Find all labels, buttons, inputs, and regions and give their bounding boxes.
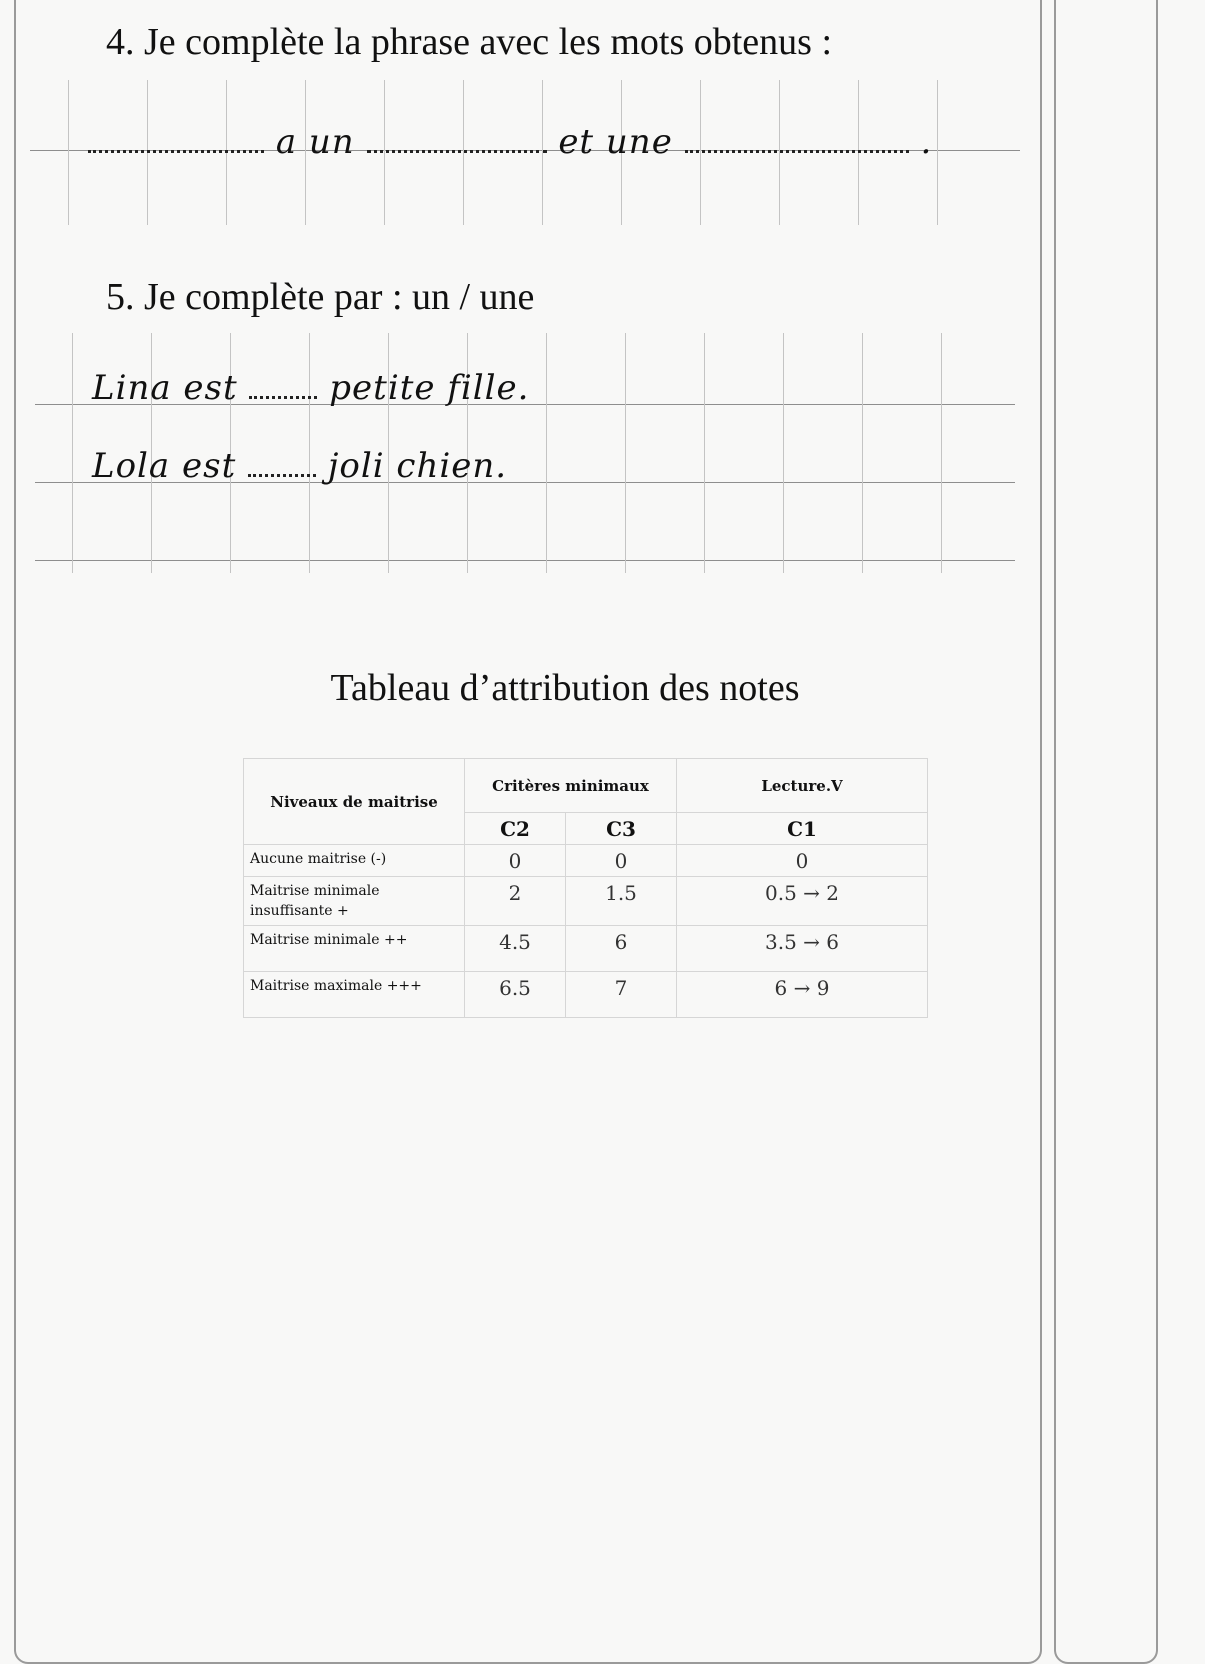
sentence-end: . bbox=[920, 122, 933, 162]
header-reading: Lecture.V bbox=[677, 759, 928, 813]
side-margin-frame bbox=[1054, 0, 1158, 1664]
table-row bbox=[244, 972, 928, 1018]
row-c3: 7 bbox=[566, 972, 677, 1018]
subheader-c3: C3 bbox=[566, 813, 677, 845]
row-level: Maitrise minimale insuffisante + bbox=[244, 877, 465, 926]
row-level: Maitrise minimale ++ bbox=[244, 926, 465, 972]
row-level: Maitrise maximale +++ bbox=[244, 972, 465, 1018]
sentence-part-2: et une bbox=[558, 122, 673, 162]
row-c2: 6.5 bbox=[465, 972, 566, 1018]
subheader-c2: C2 bbox=[465, 813, 566, 845]
exercise-4-title: 4. Je complète la phrase avec les mots obtenus : bbox=[106, 21, 833, 63]
row-c1: 0.5 → 2 bbox=[677, 877, 928, 926]
row-c1: 3.5 → 6 bbox=[677, 926, 928, 972]
exercise-5-title: 5. Je complète par : un / une bbox=[106, 276, 535, 318]
table-row bbox=[244, 926, 928, 972]
line-1-blank[interactable] bbox=[249, 392, 317, 399]
row-level: Aucune maitrise (-) bbox=[244, 845, 465, 877]
row-c1: 0 bbox=[677, 845, 928, 877]
row-c2: 2 bbox=[465, 877, 566, 926]
row-c3: 0 bbox=[566, 845, 677, 877]
row-c2: 4.5 bbox=[465, 926, 566, 972]
blank-3[interactable] bbox=[685, 146, 909, 153]
header-criteria: Critères minimaux bbox=[465, 759, 677, 813]
line-1-end: petite fille. bbox=[329, 368, 530, 408]
blank-1[interactable] bbox=[88, 146, 264, 153]
row-c1: 6 → 9 bbox=[677, 972, 928, 1018]
subheader-c1: C1 bbox=[677, 813, 928, 845]
table-row bbox=[244, 845, 928, 877]
line-2-blank[interactable] bbox=[248, 470, 316, 477]
exercise-5-line-1 bbox=[92, 368, 529, 408]
row-c3: 6 bbox=[566, 926, 677, 972]
row-c2: 0 bbox=[465, 845, 566, 877]
grading-table-title: Tableau d’attribution des notes bbox=[330, 667, 800, 709]
exercise-4-sentence bbox=[88, 122, 932, 162]
sentence-part-1: a un bbox=[275, 122, 355, 162]
blank-2[interactable] bbox=[367, 146, 547, 153]
header-level: Niveaux de maitrise bbox=[244, 759, 465, 845]
line-2-end: joli chien. bbox=[327, 446, 508, 486]
line-1-start: Lina est bbox=[92, 368, 238, 408]
grading-table bbox=[243, 758, 928, 1018]
line-2-start: Lola est bbox=[92, 446, 237, 486]
row-c3: 1.5 bbox=[566, 877, 677, 926]
exercise-5-line-2 bbox=[92, 446, 507, 486]
table-row bbox=[244, 877, 928, 926]
